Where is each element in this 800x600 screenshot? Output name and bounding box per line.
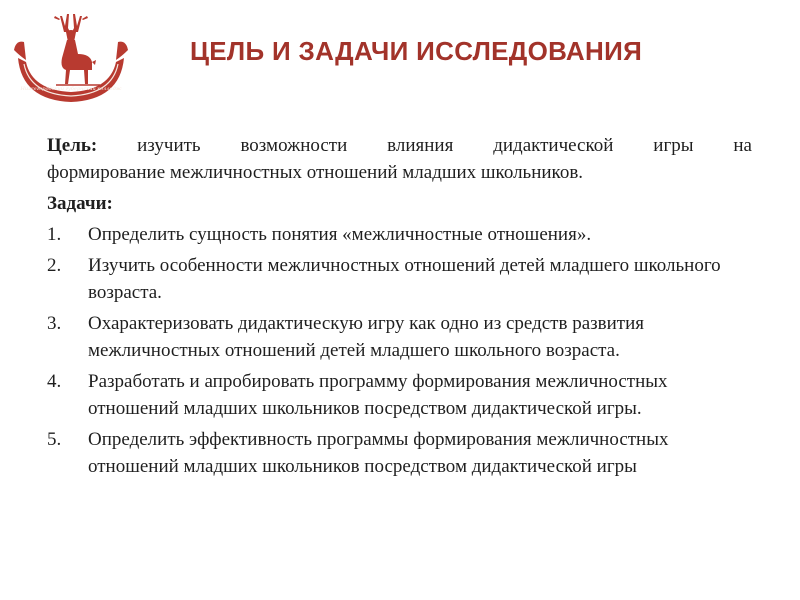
list-item-number: 1.: [47, 224, 62, 245]
list-item: [47, 252, 752, 306]
list-item-number: 2.: [47, 255, 62, 276]
deer-icon: [54, 14, 96, 84]
tasks-list: [47, 221, 752, 480]
list-item-number: 4.: [47, 371, 62, 392]
page-title: ЦЕЛЬ И ЗАДАЧИ ИССЛЕДОВАНИЯ: [190, 36, 643, 66]
goal-line-1: [47, 132, 752, 159]
list-item: [47, 221, 752, 248]
list-item-text: Охарактеризовать дидактическую игру как одно из средств развития межличностных отношений детей младшего школьного возраста.: [88, 313, 644, 361]
list-item: [47, 426, 752, 480]
slide-content: [47, 132, 752, 484]
goal-text-line2: формирование межличностных отношений младших школьников.: [47, 162, 584, 183]
goal-label: Цель:: [47, 135, 98, 156]
list-item-number: 3.: [47, 313, 62, 334]
logo-ribbon-text: Нижегородский губернский колледж: [20, 86, 122, 92]
list-item-number: 5.: [47, 429, 62, 450]
list-item-text: Определить эффективность программы формирования межличностных отношений младших школьников посредством дидактической игры: [88, 429, 669, 477]
goal-paragraph: [47, 132, 752, 186]
list-item: [47, 368, 752, 422]
college-logo: [12, 10, 130, 106]
list-item-text: Разработать и апробировать программу формирования межличностных отношений младших школьников посредством дидактической игры.: [88, 371, 668, 419]
tasks-label: Задачи:: [47, 193, 113, 214]
list-item-text: Изучить особенности межличностных отношений детей младшего школьного возраста.: [88, 255, 721, 303]
list-item-text: Определить сущность понятия «межличностные отношения».: [88, 224, 592, 245]
goal-text-line1: изучить возможности влияния дидактической игры на: [137, 135, 752, 156]
list-item: [47, 310, 752, 364]
